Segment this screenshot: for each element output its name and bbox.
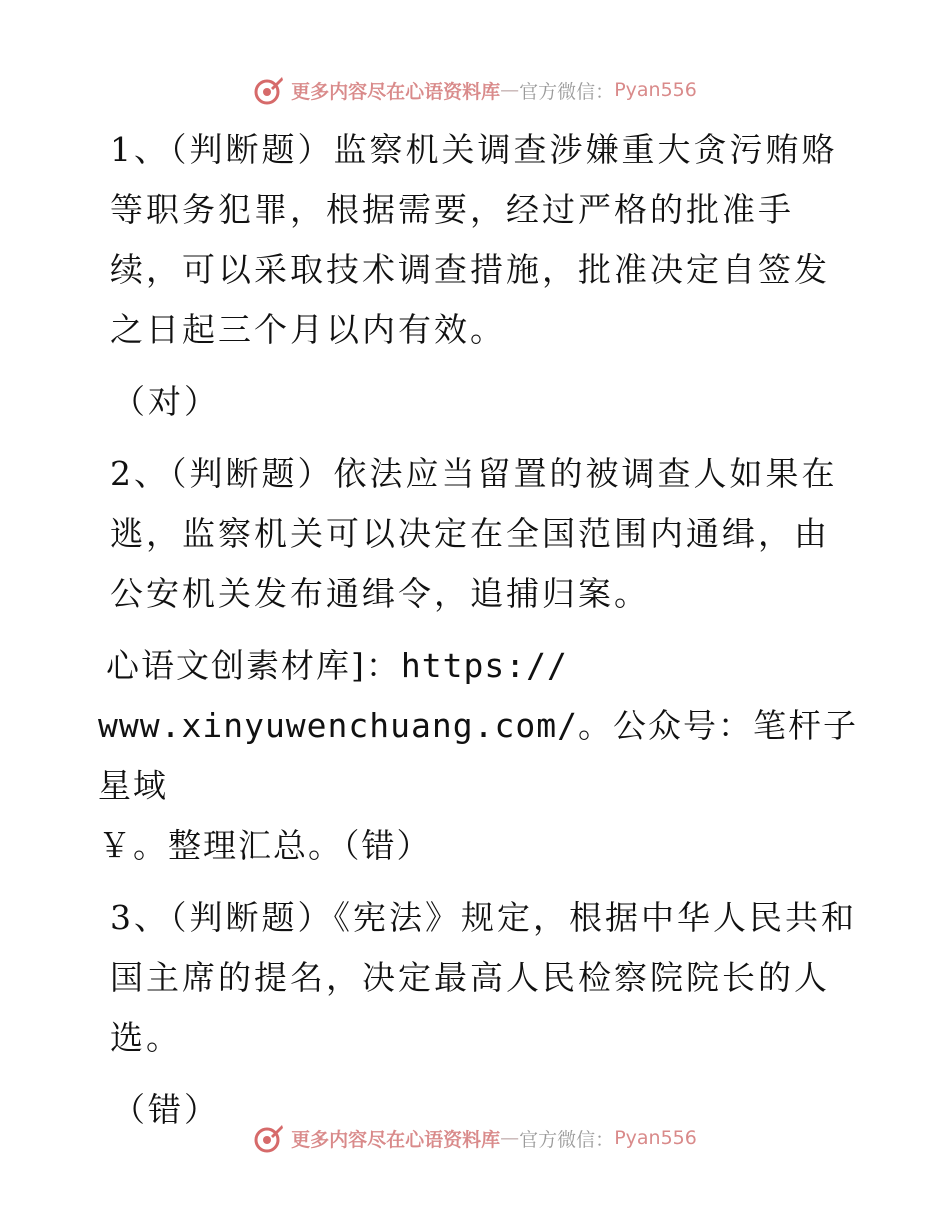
- banner-separator: —: [500, 1127, 520, 1149]
- answer-2: （错）: [343, 826, 432, 865]
- promo-block: [98, 636, 858, 876]
- banner-brand: 更多内容尽在心语资料库: [291, 80, 501, 103]
- promo-line-2: [98, 696, 858, 816]
- footer-banner: [0, 1118, 950, 1158]
- banner-separator: —: [500, 79, 520, 101]
- promo-url-part-1[interactable]: https://: [400, 646, 568, 685]
- banner-brand: 更多内容尽在心语资料库: [291, 1128, 501, 1151]
- header-banner: [0, 70, 950, 110]
- banner-wechat-id: Pyan556: [614, 1127, 697, 1149]
- question-2: 2、（判断题）依法应当留置的被调查人如果在逃，监察机关可以决定在全国范围内通缉，由公安机关发布通缉令，追捕归案。: [110, 454, 838, 613]
- promo-line-1: [98, 636, 858, 696]
- question-3: 3、（判断题）《宪法》规定，根据中华人民共和国主席的提名，决定最高人民检察院院长的人选。: [110, 898, 857, 1057]
- question-1: 1、（判断题）监察机关调查涉嫌重大贪污贿赂等职务犯罪，根据需要，经过严格的批准手续，可以采取技术调查措施，批准决定自签发之日起三个月以内有效。: [110, 130, 838, 349]
- promo-prefix: 心语文创素材库]：: [106, 646, 401, 685]
- promo-suffix: 。公众号：笔杆子星域: [98, 706, 858, 805]
- brand-logo-icon: [253, 74, 285, 106]
- promo-line-3: [98, 816, 858, 876]
- brand-logo-icon: [253, 1122, 285, 1154]
- answer-3: （错）: [112, 1090, 220, 1129]
- banner-wechat-label: 官方微信：: [519, 1128, 615, 1151]
- banner-wechat-label: 官方微信：: [519, 80, 615, 103]
- banner-wechat-id: Pyan556: [614, 79, 697, 101]
- promo-url-part-2[interactable]: www.xinyuwenchuang.com/: [98, 706, 578, 745]
- document-body: [98, 120, 858, 1152]
- promo-line-3-text: ￥。整理汇总。: [98, 826, 343, 865]
- answer-1: （对）: [112, 382, 220, 421]
